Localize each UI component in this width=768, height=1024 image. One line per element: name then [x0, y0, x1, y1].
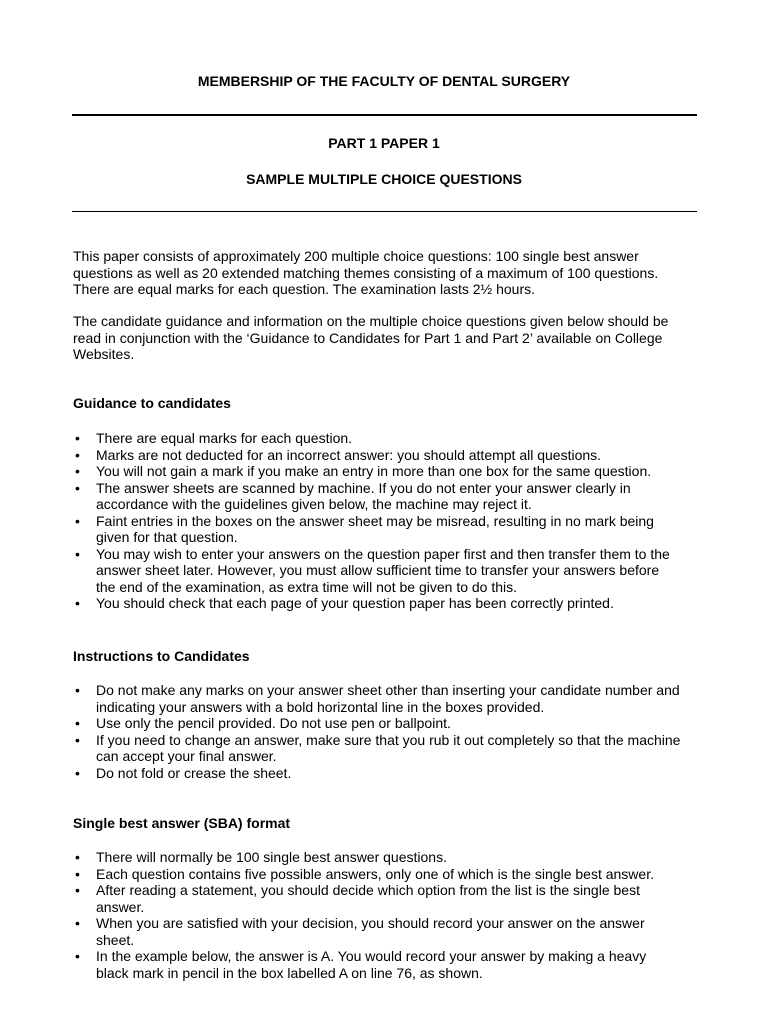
instructions-heading: Instructions to Candidates [73, 648, 250, 664]
list-item: • When you are satisfied with your decision, you should record your answer on the answer sheet. [73, 915, 698, 948]
list-item: • After reading a statement, you should decide which option from the list is the single best answer. [73, 882, 698, 915]
list-item: • Marks are not deducted for an incorrect answer: you should attempt all questions. [73, 447, 698, 464]
intro-line: This paper consists of approximately 200 multiple choice questions: 100 single best answer [73, 248, 639, 264]
intro-paragraph-1 [73, 248, 698, 298]
list-item: • Do not make any marks on your answer sheet other than inserting your candidate number and indicating your answers with a bold horizontal line in the boxes provided. [73, 682, 698, 715]
intro-line: The candidate guidance and information on the multiple choice questions given below should be [73, 313, 669, 329]
intro-line: Websites. [73, 346, 135, 362]
list-item: • Use only the pencil provided. Do not use pen or ballpoint. [73, 715, 698, 732]
list-item: • You should check that each page of your question paper has been correctly printed. [73, 595, 698, 612]
list-item: • Do not fold or crease the sheet. [73, 765, 698, 782]
intro-line: questions as well as 20 extended matching themes consisting of a maximum of 100 questions. [73, 264, 659, 281]
intro-line: read in conjunction with the ‘Guidance to Candidates for Part 1 and Part 2’ available on College [73, 329, 663, 346]
intro-paragraph-2 [73, 313, 698, 363]
list-item: • If you need to change an answer, make sure that you rub it out completely so that the machine can accept your final answer. [73, 732, 698, 765]
list-item: • There will normally be 100 single best answer questions. [73, 849, 698, 866]
list-item: • The answer sheets are scanned by machine. If you do not enter your answer clearly in accordance with the guidelines given below, the machine may reject it. [73, 480, 698, 513]
guidance-heading: Guidance to candidates [73, 395, 231, 411]
sba-list [73, 849, 698, 981]
list-item: • You may wish to enter your answers on the question paper first and then transfer them to the answer sheet later. However, you must allow sufficient time to transfer your answers before the end of the examination, as extra time will not be given to do this. [73, 546, 698, 596]
list-item: • In the example below, the answer is A. You would record your answer by making a heavy black mark in pencil in the box labelled A on line 76, as shown. [73, 948, 698, 981]
paper-part-title: PART 1 PAPER 1 [328, 135, 440, 151]
title-divider [72, 114, 697, 116]
list-item: • Faint entries in the boxes on the answer sheet may be misread, resulting in no mark being given for that question. [73, 513, 698, 546]
list-item: • Each question contains five possible answers, only one of which is the single best answer. [73, 866, 698, 883]
instructions-list [73, 682, 698, 781]
sba-heading: Single best answer (SBA) format [73, 815, 291, 831]
intro-line: There are equal marks for each question. The examination lasts 2½ hours. [73, 281, 535, 297]
subtitle-divider [72, 211, 697, 212]
guidance-list [73, 430, 698, 612]
list-item: • You will not gain a mark if you make an entry in more than one box for the same question. [73, 463, 698, 480]
document-title: MEMBERSHIP OF THE FACULTY OF DENTAL SURGERY [197, 73, 571, 89]
document-subtitle: SAMPLE MULTIPLE CHOICE QUESTIONS [246, 171, 522, 187]
list-item: • There are equal marks for each question. [73, 430, 698, 447]
